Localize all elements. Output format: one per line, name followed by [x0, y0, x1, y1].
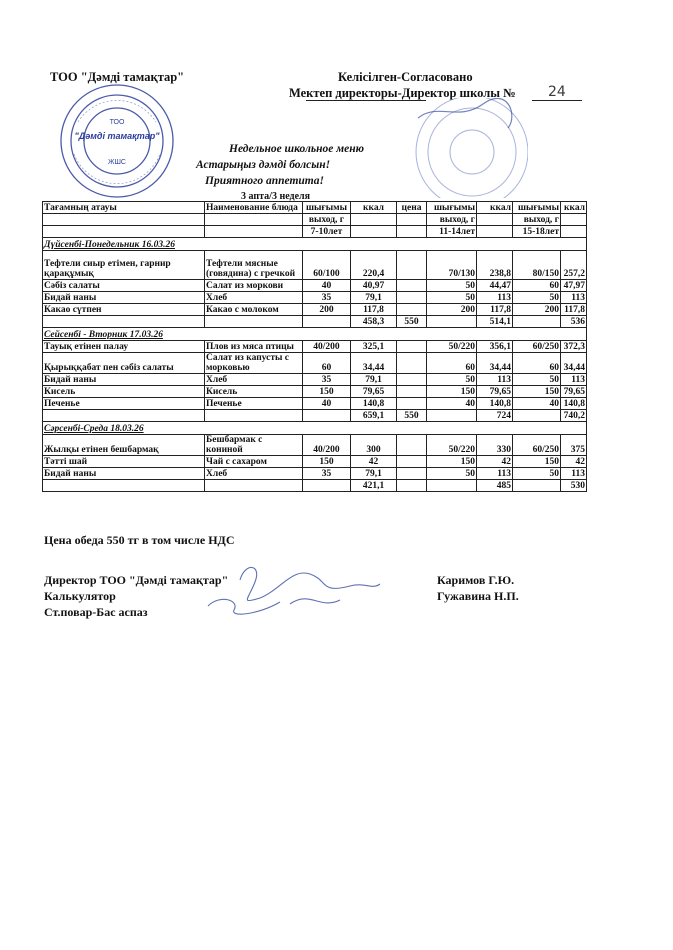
- stamp-org-type-bottom: ЖШС: [108, 159, 126, 166]
- table-cell: 40,97: [351, 280, 397, 292]
- table-header-row: [43, 202, 587, 214]
- table-cell: 330: [477, 435, 513, 456]
- table-cell: [397, 280, 427, 292]
- table-cell: Салат из моркови: [205, 280, 303, 292]
- table-cell: 60/100: [303, 251, 351, 280]
- table-subheader-row: [43, 214, 587, 226]
- table-cell: 113: [561, 468, 587, 480]
- table-cell: [397, 251, 427, 280]
- table-cell: Бидай наны: [43, 292, 205, 304]
- table-cell: [427, 410, 477, 422]
- table-cell: 421,1: [351, 480, 397, 492]
- table-cell: 375: [561, 435, 587, 456]
- table-cell: [43, 214, 205, 226]
- total-row: [43, 410, 587, 422]
- table-cell: 40: [303, 280, 351, 292]
- school-number: 24: [548, 84, 566, 100]
- table-cell: 79,65: [477, 386, 513, 398]
- table-row: [43, 435, 587, 456]
- day-row: [43, 238, 587, 251]
- table-cell: выход, г: [513, 214, 561, 226]
- table-cell: Тефтели мясные (говядина) с гречкой: [205, 251, 303, 280]
- table-row: [43, 251, 587, 280]
- table-row: [43, 280, 587, 292]
- table-cell: 150: [303, 386, 351, 398]
- table-cell: 372,3: [561, 341, 587, 353]
- table-cell: Чай с сахаром: [205, 456, 303, 468]
- table-cell: 113: [561, 292, 587, 304]
- table-cell: 740,2: [561, 410, 587, 422]
- day-row: [43, 328, 587, 341]
- table-cell: Наименование блюда: [205, 202, 303, 214]
- signatory-chef: Ст.повар-Бас аспаз: [44, 605, 148, 619]
- table-cell: Печенье: [205, 398, 303, 410]
- table-cell: 60: [513, 280, 561, 292]
- table-cell: 113: [561, 374, 587, 386]
- table-cell: Салат из капусты с морковью: [205, 353, 303, 374]
- school-number-underline: [532, 100, 582, 101]
- table-cell: [397, 480, 427, 492]
- table-cell: [43, 480, 205, 492]
- table-row: [43, 304, 587, 316]
- school-stamp: [388, 98, 528, 198]
- table-cell: [351, 214, 397, 226]
- table-cell: 325,1: [351, 341, 397, 353]
- approval-heading: Келісілген-Согласовано: [338, 70, 473, 84]
- table-cell: 50: [513, 374, 561, 386]
- table-cell: 659,1: [351, 410, 397, 422]
- table-cell: 140,8: [477, 398, 513, 410]
- table-cell: ккал: [561, 202, 587, 214]
- table-cell: [513, 410, 561, 422]
- table-cell: 356,1: [477, 341, 513, 353]
- table-cell: 40: [427, 398, 477, 410]
- table-cell: [397, 435, 427, 456]
- table-cell: [397, 214, 427, 226]
- table-cell: 200: [513, 304, 561, 316]
- table-cell: [561, 226, 587, 238]
- table-cell: 50/220: [427, 435, 477, 456]
- table-age-row: [43, 226, 587, 238]
- table-cell: 200: [427, 304, 477, 316]
- table-cell: 79,1: [351, 292, 397, 304]
- menu-table: [42, 201, 587, 492]
- table-cell: Бидай наны: [43, 374, 205, 386]
- table-cell: [43, 316, 205, 328]
- table-cell: [205, 410, 303, 422]
- table-cell: 724: [477, 410, 513, 422]
- table-cell: [43, 226, 205, 238]
- table-cell: 34,44: [351, 353, 397, 374]
- table-cell: 536: [561, 316, 587, 328]
- table-cell: ккал: [477, 202, 513, 214]
- footer-signatures: [200, 560, 390, 622]
- table-cell: [513, 480, 561, 492]
- table-cell: 113: [477, 374, 513, 386]
- table-cell: 50: [513, 292, 561, 304]
- table-cell: 79,65: [561, 386, 587, 398]
- table-cell: Хлеб: [205, 292, 303, 304]
- table-cell: 42: [477, 456, 513, 468]
- table-cell: Жылқы етінен бешбармақ: [43, 435, 205, 456]
- table-cell: [397, 341, 427, 353]
- table-cell: 50: [427, 374, 477, 386]
- table-cell: шығымы: [427, 202, 477, 214]
- table-row: [43, 341, 587, 353]
- table-cell: [477, 226, 513, 238]
- table-row: [43, 374, 587, 386]
- table-row: [43, 353, 587, 374]
- table-cell: [397, 353, 427, 374]
- table-cell: 50: [427, 292, 477, 304]
- greeting-russian: Приятного аппетита!: [205, 175, 324, 187]
- table-cell: 35: [303, 374, 351, 386]
- table-cell: Хлеб: [205, 374, 303, 386]
- table-cell: 550: [397, 410, 427, 422]
- table-cell: 15-18лет: [513, 226, 561, 238]
- table-cell: [477, 214, 513, 226]
- table-cell: 150: [513, 456, 561, 468]
- table-cell: шығымы: [303, 202, 351, 214]
- table-cell: [303, 480, 351, 492]
- table-cell: 80/150: [513, 251, 561, 280]
- table-cell: 40: [303, 398, 351, 410]
- table-cell: 50: [427, 280, 477, 292]
- table-cell: [397, 398, 427, 410]
- table-cell: [303, 316, 351, 328]
- calculator-name: Гужавина Н.П.: [437, 589, 519, 603]
- table-cell: 150: [427, 386, 477, 398]
- table-cell: 35: [303, 292, 351, 304]
- table-cell: [397, 304, 427, 316]
- table-cell: 50: [427, 468, 477, 480]
- table-cell: 458,3: [351, 316, 397, 328]
- table-cell: 79,65: [351, 386, 397, 398]
- director-name: Каримов Г.Ю.: [437, 573, 515, 587]
- table-cell: 40/200: [303, 435, 351, 456]
- company-stamp: [58, 82, 176, 200]
- table-cell: 60: [427, 353, 477, 374]
- total-row: [43, 316, 587, 328]
- table-cell: 113: [477, 468, 513, 480]
- table-cell: [513, 316, 561, 328]
- day-label: Дүйсенбі-Понедельник 16.03.26: [43, 238, 587, 251]
- table-cell: 40/200: [303, 341, 351, 353]
- table-cell: [43, 410, 205, 422]
- table-cell: выход, г: [427, 214, 477, 226]
- table-cell: 11-14лет: [427, 226, 477, 238]
- table-cell: 150: [303, 456, 351, 468]
- table-cell: 44,47: [477, 280, 513, 292]
- table-cell: 70/130: [427, 251, 477, 280]
- table-cell: 42: [561, 456, 587, 468]
- table-cell: 200: [303, 304, 351, 316]
- table-cell: 50/220: [427, 341, 477, 353]
- price-note: Цена обеда 550 тг в том числе НДС: [44, 533, 235, 547]
- table-cell: Печенье: [43, 398, 205, 410]
- table-cell: 60/250: [513, 435, 561, 456]
- menu-title: Недельное школьное меню: [229, 143, 365, 155]
- table-cell: 7-10лет: [303, 226, 351, 238]
- greeting-kazakh: Астарыңыз дәмді болсын!: [196, 159, 331, 171]
- table-cell: 257,2: [561, 251, 587, 280]
- table-cell: [397, 292, 427, 304]
- table-cell: Тәтті шай: [43, 456, 205, 468]
- table-cell: 140,8: [351, 398, 397, 410]
- table-cell: цена: [397, 202, 427, 214]
- signatory-calculator: Калькулятор: [44, 589, 116, 603]
- table-cell: ккал: [351, 202, 397, 214]
- table-cell: Бидай наны: [43, 468, 205, 480]
- table-cell: Бешбармак с кониной: [205, 435, 303, 456]
- table-cell: 113: [477, 292, 513, 304]
- table-row: [43, 468, 587, 480]
- table-cell: 47,97: [561, 280, 587, 292]
- table-cell: 238,8: [477, 251, 513, 280]
- table-cell: Кисель: [43, 386, 205, 398]
- table-cell: 150: [427, 456, 477, 468]
- company-name: ТОО "Дәмді тамақтар": [50, 70, 185, 84]
- table-cell: 117,8: [561, 304, 587, 316]
- table-cell: 140,8: [561, 398, 587, 410]
- table-cell: 60: [303, 353, 351, 374]
- signatory-director: Директор ТОО "Дәмді тамақтар": [44, 573, 229, 587]
- table-cell: 550: [397, 316, 427, 328]
- table-cell: Сәбіз салаты: [43, 280, 205, 292]
- table-cell: Плов из мяса птицы: [205, 341, 303, 353]
- table-cell: [351, 226, 397, 238]
- table-cell: [397, 386, 427, 398]
- table-cell: [303, 410, 351, 422]
- table-cell: 117,8: [477, 304, 513, 316]
- table-cell: шығымы: [513, 202, 561, 214]
- total-row: [43, 480, 587, 492]
- table-cell: 514,1: [477, 316, 513, 328]
- table-row: [43, 292, 587, 304]
- table-row: [43, 456, 587, 468]
- table-cell: 79,1: [351, 468, 397, 480]
- table-cell: 220,4: [351, 251, 397, 280]
- table-cell: Тағамның атауы: [43, 202, 205, 214]
- table-cell: [397, 468, 427, 480]
- week-label: 3 апта/3 неделя: [241, 191, 311, 202]
- table-cell: 117,8: [351, 304, 397, 316]
- table-cell: 42: [351, 456, 397, 468]
- table-cell: 35: [303, 468, 351, 480]
- table-cell: [397, 226, 427, 238]
- table-cell: 485: [477, 480, 513, 492]
- table-cell: Какао с молоком: [205, 304, 303, 316]
- table-cell: [205, 316, 303, 328]
- table-cell: 530: [561, 480, 587, 492]
- table-cell: 79,1: [351, 374, 397, 386]
- table-cell: [205, 226, 303, 238]
- table-cell: [205, 214, 303, 226]
- table-row: [43, 398, 587, 410]
- table-cell: 50: [513, 468, 561, 480]
- day-label: Сейсенбі - Вторник 17.03.26: [43, 328, 587, 341]
- table-cell: Тауық етінен палау: [43, 341, 205, 353]
- school-director-line: Мектеп директоры-Директор школы №: [289, 86, 516, 100]
- table-cell: [561, 214, 587, 226]
- table-cell: Какао сүтпен: [43, 304, 205, 316]
- table-cell: 60: [513, 353, 561, 374]
- table-cell: Тефтели сиыр етімен, гарнир қарақұмық: [43, 251, 205, 280]
- table-cell: [205, 480, 303, 492]
- day-row: [43, 422, 587, 435]
- day-label: Сәрсенбі-Среда 18.03.26: [43, 422, 587, 435]
- table-cell: 34,44: [477, 353, 513, 374]
- table-row: [43, 386, 587, 398]
- table-cell: 34,44: [561, 353, 587, 374]
- table-cell: Хлеб: [205, 468, 303, 480]
- table-cell: 60/250: [513, 341, 561, 353]
- table-cell: [397, 374, 427, 386]
- table-cell: Кисель: [205, 386, 303, 398]
- table-cell: 300: [351, 435, 397, 456]
- table-cell: [397, 456, 427, 468]
- table-cell: [427, 480, 477, 492]
- stamp-org-type-top: ТОО: [109, 119, 125, 126]
- table-cell: Қырыққабат пен сәбіз салаты: [43, 353, 205, 374]
- table-cell: 40: [513, 398, 561, 410]
- table-cell: выход, г: [303, 214, 351, 226]
- stamp-company-name: "Дәмді тамақтар": [74, 131, 160, 141]
- table-cell: 150: [513, 386, 561, 398]
- table-cell: [427, 316, 477, 328]
